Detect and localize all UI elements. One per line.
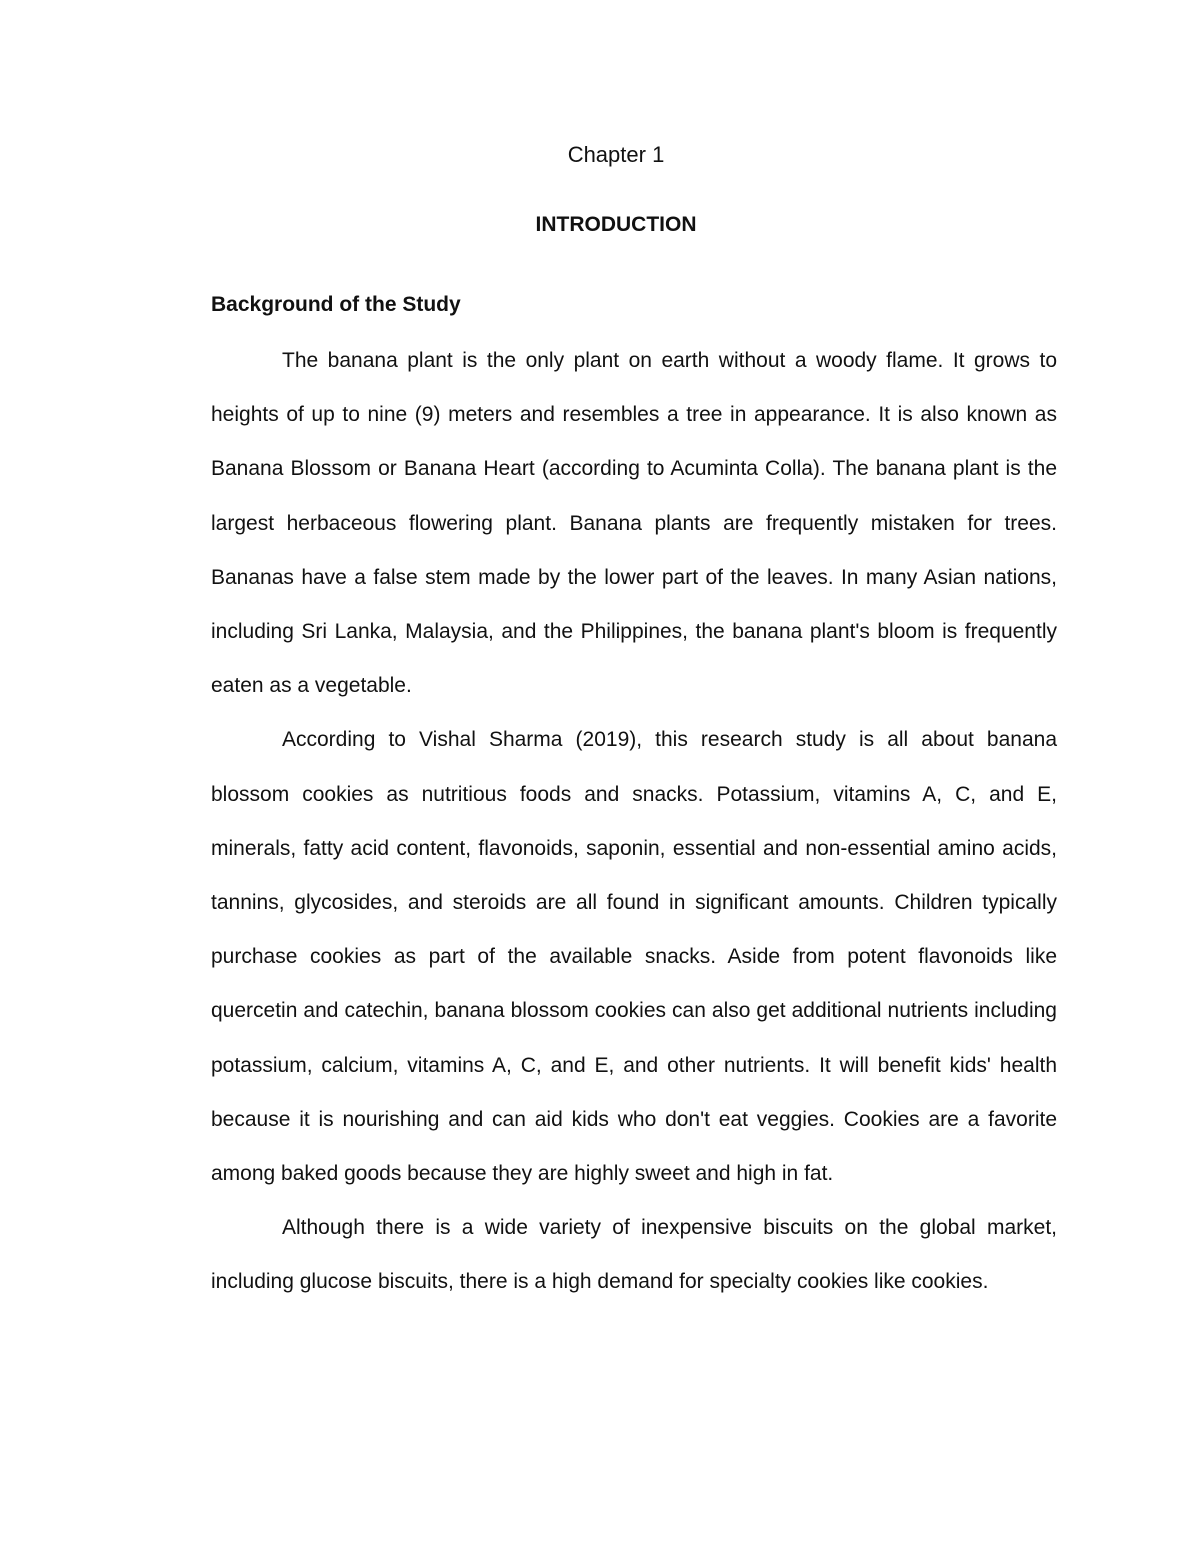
paragraph: The banana plant is the only plant on earth without a woody flame. It grows to heights of up to nine (9) meters and resembles a tree in appearance. It is also known as Banana Blossom or Banana Heart (according to Acuminta Colla). The banana plant is the largest herbaceous flowering plant. Banana plants are frequently mistaken for trees. Bananas have a false stem made by the lower part of the leaves. In many Asian nations, including Sri Lanka, Malaysia, and the Philippines, the banana plant's bloom is frequently eaten as a vegetable.: [211, 349, 1057, 698]
page-title: INTRODUCTION: [535, 213, 697, 236]
body-text: [211, 334, 1057, 1310]
paragraph: According to Vishal Sharma (2019), this research study is all about banana blossom cookies as nutritious foods and snacks. Potassium, vitamins A, C, and E, minerals, fatty acid content, flavonoids, saponin, essential and non-essential amino acids, tannins, glycosides, and steroids are all found in significant amounts. Children typically purchase cookies as part of the available snacks. Aside from potent flavonoids like quercetin and catechin, banana blossom cookies can also get additional nutrients including potassium, calcium, vitamins A, C, and E, and other nutrients. It will benefit kids' health because it is nourishing and can aid kids who don't eat veggies. Cookies are a favorite among baked goods because they are highly sweet and high in fat.: [211, 728, 1057, 1186]
paragraph: Although there is a wide variety of inexpensive biscuits on the global market, including glucose biscuits, there is a high demand for specialty cookies like cookies.: [211, 1216, 1057, 1294]
chapter-label: Chapter 1: [567, 142, 665, 167]
section-heading: Background of the Study: [211, 293, 461, 316]
